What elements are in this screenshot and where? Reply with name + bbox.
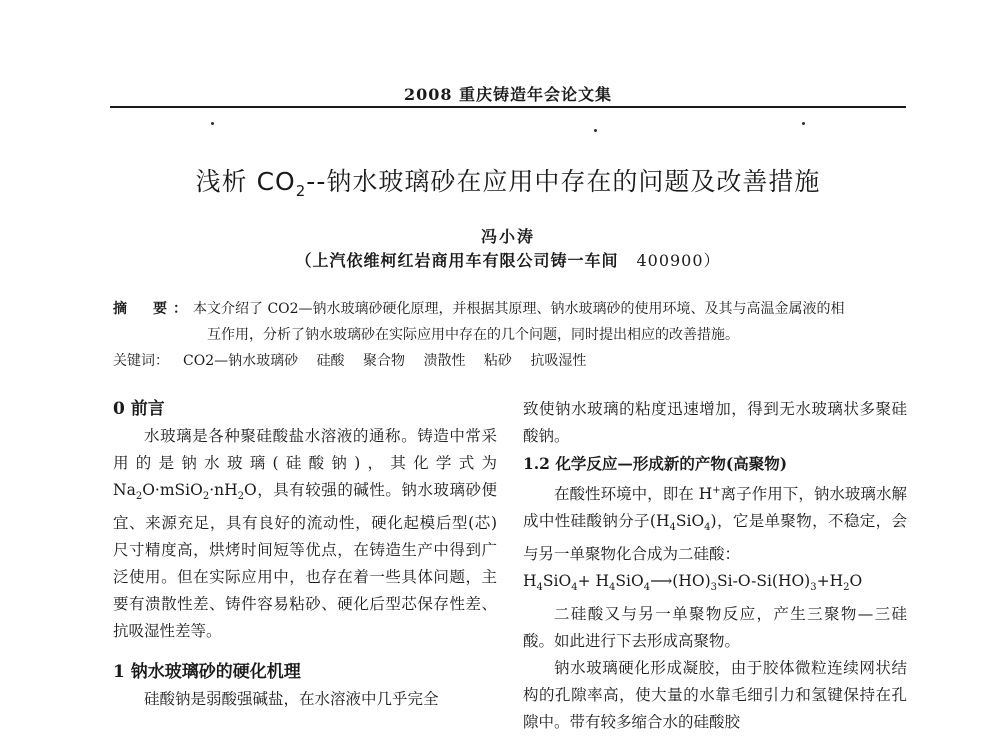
- keyword: 抗吸湿性: [530, 353, 587, 369]
- author-affiliation: [110, 248, 906, 271]
- running-head: 2008 重庆铸造年会论文集: [403, 85, 613, 104]
- keyword: 硅酸: [316, 353, 345, 369]
- eq-subscript: 2: [843, 582, 850, 594]
- scan-speck: [594, 129, 597, 132]
- author-name: 冯小涛: [480, 227, 535, 246]
- keyword: 溃散性: [423, 353, 466, 369]
- text-run: 水玻璃是各种聚硅酸盐水溶液的通称。铸造中常采用的是钠水玻璃(硅酸钠)，其化学式为 Na: [113, 427, 497, 499]
- superscript: +: [712, 485, 721, 496]
- header-rule: [110, 106, 906, 108]
- paragraph: [523, 477, 907, 568]
- text-run: )，它是单聚物，不稳定，会与另一单聚物化合成为二硅酸：: [523, 512, 907, 564]
- section-heading: 1 钠水玻璃砂的硬化机理: [113, 662, 301, 683]
- right-column: [523, 396, 907, 736]
- eq-text: +H: [816, 572, 844, 591]
- subscript: 2: [237, 491, 244, 503]
- subscript: 2: [202, 491, 210, 503]
- spacer: [113, 645, 497, 659]
- eq-text: SiO: [615, 572, 644, 591]
- affiliation-org: （上汽依维柯红岩商用车有限公司铸一车间: [295, 251, 619, 270]
- paragraph: 硅酸钠是弱酸强碱盐，在水溶液中几乎完全: [144, 690, 439, 709]
- title-part: --钠水玻璃砂在应用中存在的问题及改善措施: [306, 167, 821, 196]
- eq-text: Si-O-Si(HO): [717, 572, 811, 591]
- keywords-label: 关键词：: [113, 353, 169, 369]
- text-run: 在酸性环境中，即在 H: [554, 485, 713, 504]
- affiliation-zip: 400900）: [636, 251, 721, 270]
- paragraph: [113, 423, 497, 645]
- left-column: [113, 396, 497, 713]
- eq-text: SiO: [542, 572, 572, 591]
- paper-title: [110, 162, 906, 200]
- reaction-arrow-icon: ⟶: [650, 572, 673, 591]
- keyword: 粘砂: [483, 353, 512, 369]
- eq-subscript: 4: [536, 582, 543, 594]
- section-heading: 0 前言: [113, 399, 165, 419]
- eq-subscript: 3: [810, 582, 817, 594]
- keyword: 聚合物: [363, 353, 406, 369]
- text-run: SiO: [675, 512, 705, 531]
- abstract-label: 摘 要：: [113, 301, 193, 317]
- text-run: 离子作用下，钠水玻璃水解成中性硅酸钠分子(H: [523, 485, 907, 531]
- abstract-line: 互作用，分析了钠水玻璃砂在实际应用中存在的几个问题，同时提出相应的改善措施。: [207, 327, 739, 343]
- eq-text: O: [849, 572, 863, 591]
- paragraph: 致使钠水玻璃的粘度迅速增加，得到无水玻璃状多聚硅酸钠。: [523, 400, 907, 445]
- text-run: ·nH: [209, 481, 238, 499]
- chemical-equation: [523, 568, 907, 601]
- text-run: O·mSiO: [142, 481, 203, 499]
- eq-text: + H: [577, 572, 610, 591]
- paragraph: 钠水玻璃硬化形成凝胶，由于胶体微粒连续网状结构的孔隙率高，使大量的水靠毛细引力和氢键保持在孔隙中。带有较多缩合水的硅酸胶: [523, 659, 907, 732]
- subscript: 4: [704, 522, 711, 534]
- scan-speck: [211, 122, 214, 125]
- abstract: [113, 296, 903, 348]
- text-run: O，具有较强的碱性。钠水玻璃砂便宜、来源充足，具有良好的流动性，硬化起模后型(芯)尺寸精度高，烘烤时间短等优点，在铸造生产中得到广泛使用。但在实际应用中，也存在着一些具体问题，主要有溃散性差、铸件容易粘砂、硬化后型芯保存性差、抗吸湿性差等。: [113, 481, 497, 641]
- abstract-line: [113, 296, 903, 322]
- eq-text: (HO): [672, 572, 711, 591]
- eq-subscript: 4: [609, 582, 616, 594]
- eq-subscript: 4: [643, 582, 651, 594]
- paragraph: 二硅酸又与另一单聚物反应，产生三聚物—三硅酸。如此进行下去形成高聚物。: [523, 605, 907, 651]
- eq-subscript: 3: [710, 582, 717, 594]
- keyword: CO2—钠水玻璃砂: [183, 353, 299, 369]
- scan-speck: [802, 122, 805, 125]
- eq-subscript: 4: [571, 582, 578, 594]
- title-part: 浅析 CO: [195, 167, 296, 196]
- subscript: 2: [135, 491, 143, 503]
- eq-text: H: [523, 572, 537, 591]
- subsection-heading: 1.2 化学反应—形成新的产物(高聚物): [523, 454, 788, 473]
- abstract-text: 本文介绍了 CO2—钠水玻璃砂硬化原理，并根据其原理、钠水玻璃砂的使用环境、及其与高温金属液的相: [193, 301, 845, 317]
- keywords: [113, 348, 903, 374]
- subscript: 4: [669, 522, 676, 534]
- title-subscript: 2: [295, 182, 307, 200]
